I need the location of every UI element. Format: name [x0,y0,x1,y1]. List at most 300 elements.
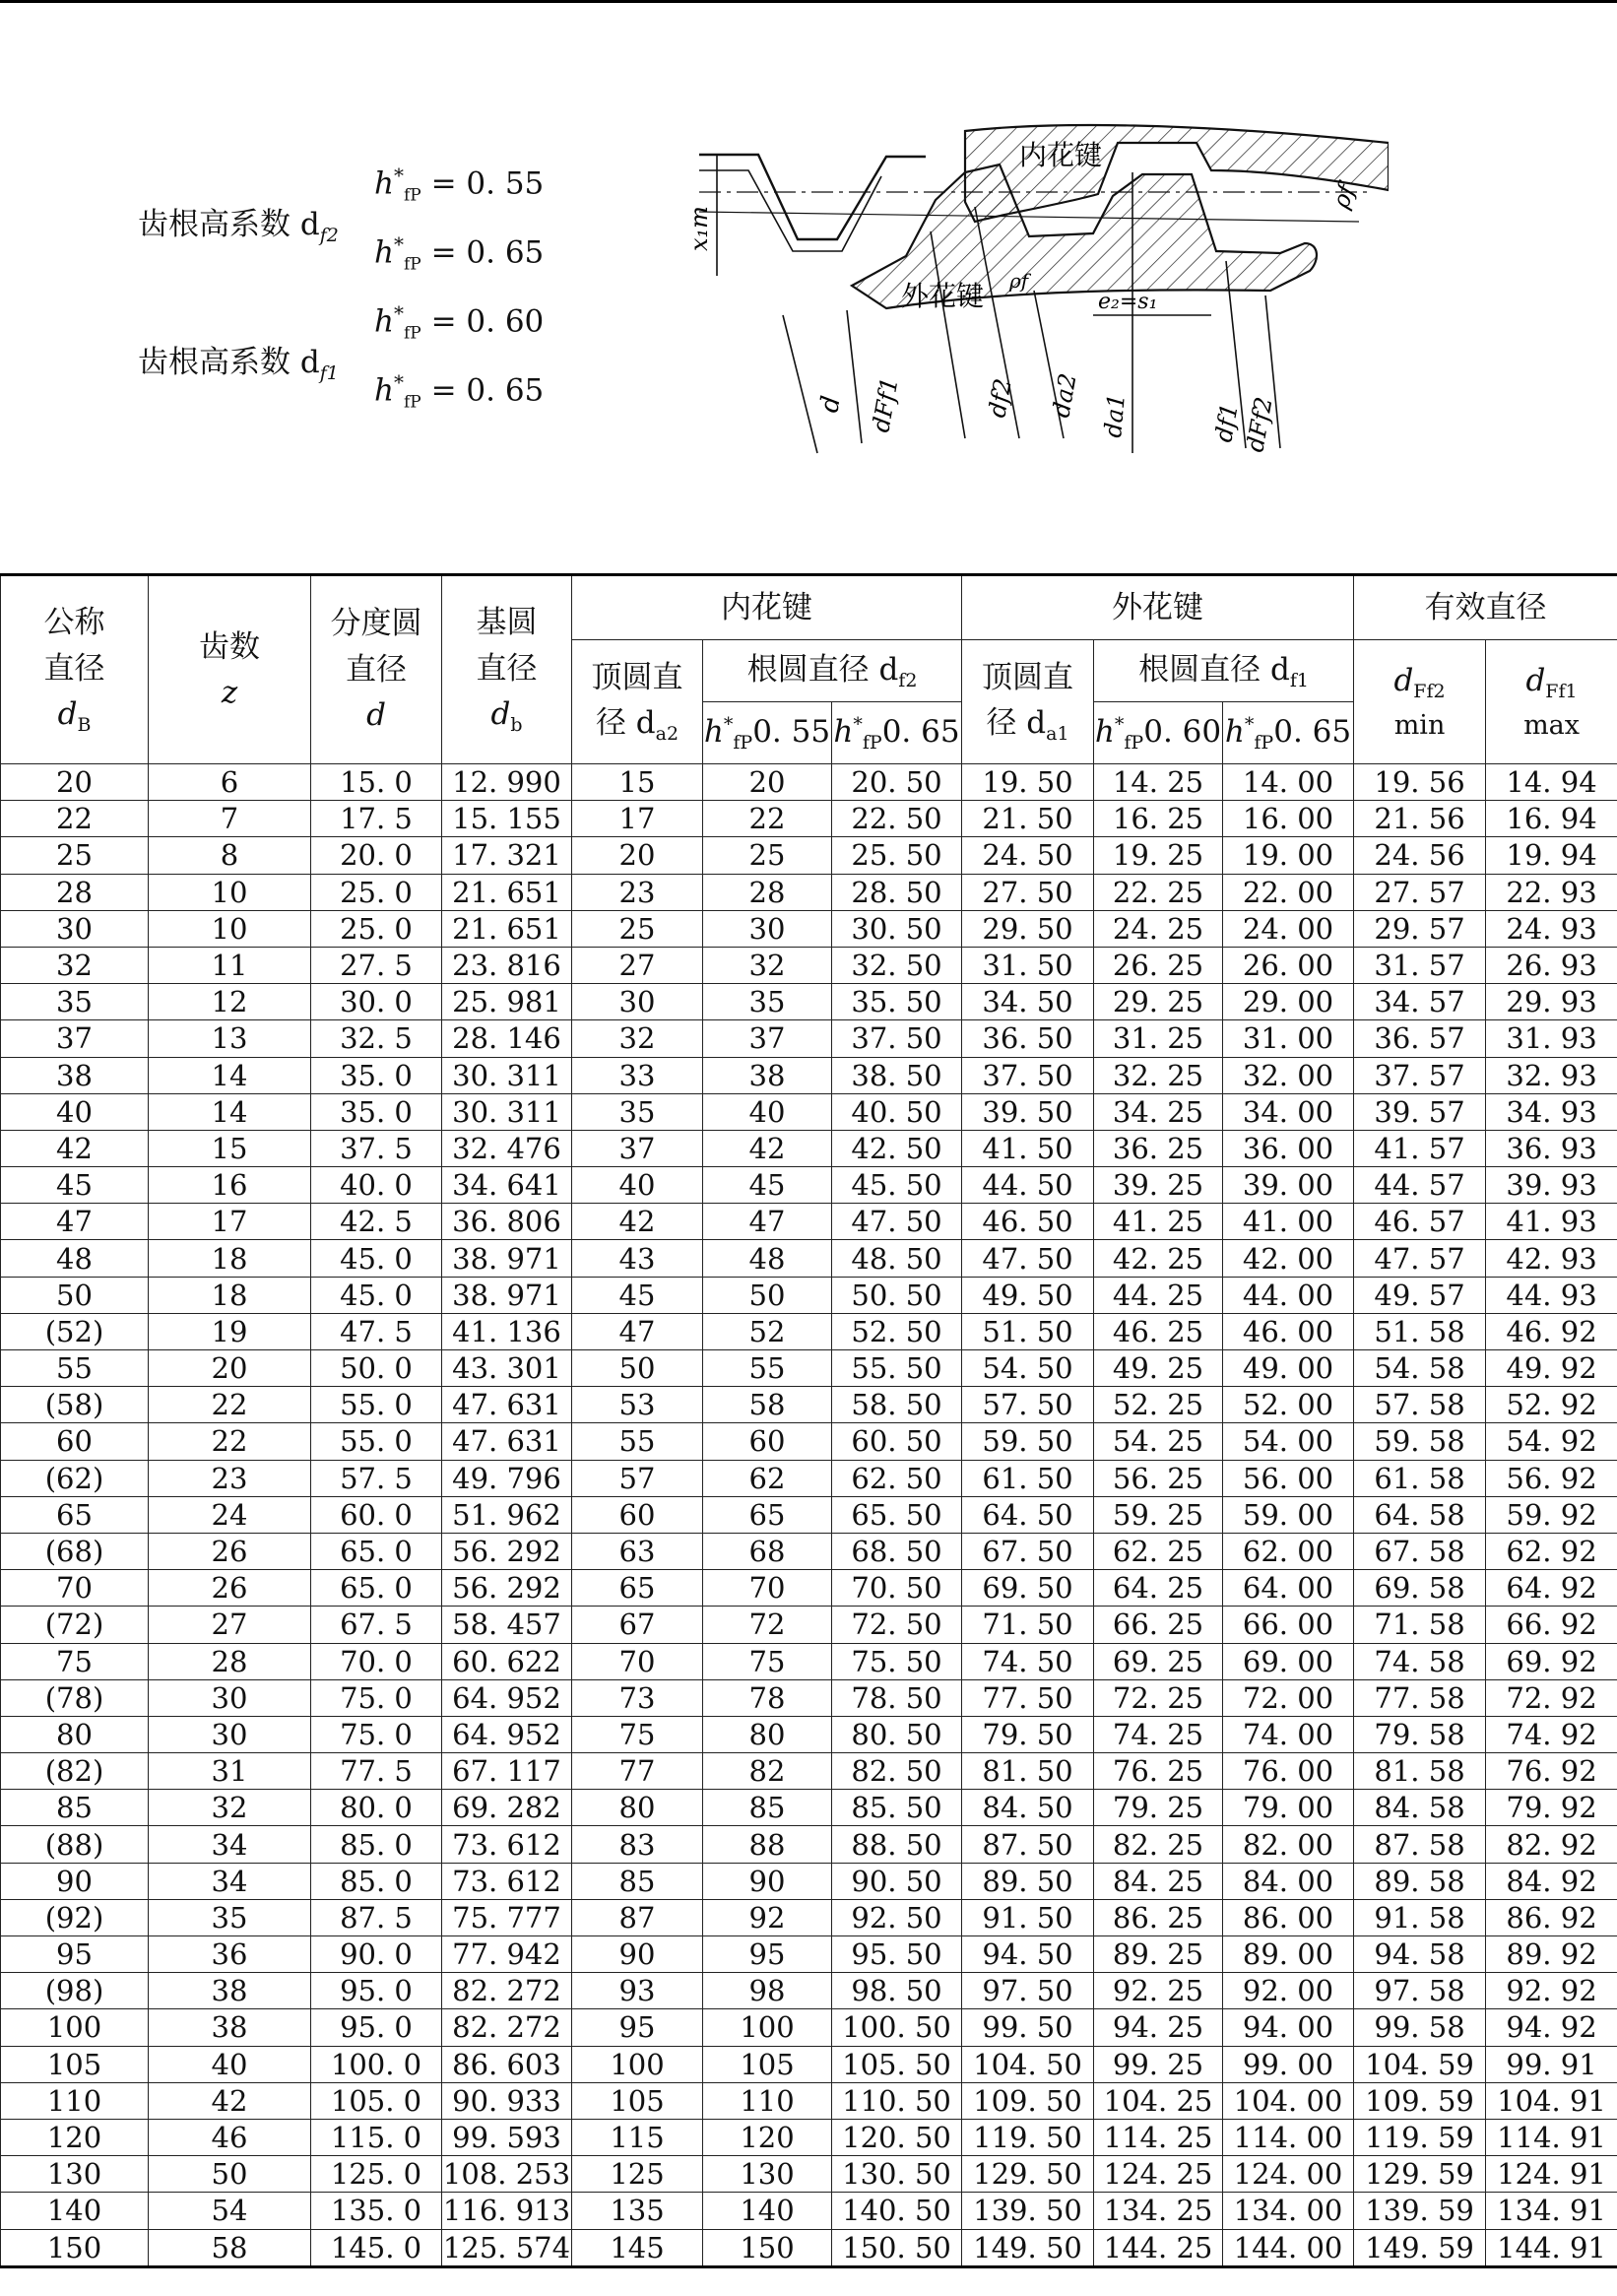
table-row [1,1130,1617,1166]
df1-coef-label: 齿根高系数 $d_{f1}$ [138,345,339,385]
table-cell: 135 [572,2193,703,2229]
table-cell: 47. 50 [832,1204,962,1240]
table-cell: 18 [149,1277,311,1313]
table-row [1,1204,1617,1240]
table-cell: 60. 622 [442,1643,572,1679]
table-cell: 24. 93 [1486,910,1617,947]
table-cell: 10 [149,910,311,947]
label-external-spline: 外花键 [901,280,985,312]
table-cell: 75. 0 [311,1679,442,1716]
table-cell: 37. 50 [832,1020,962,1057]
table-row [1,2229,1617,2266]
table-cell: 51. 58 [1354,1313,1486,1349]
table-cell: 145 [572,2229,703,2266]
table-cell: 82. 92 [1486,1826,1617,1863]
table-cell: 40 [1,1093,149,1130]
table-cell: 40. 50 [832,1093,962,1130]
table-cell: 32 [572,1020,703,1057]
table-cell: 86. 92 [1486,1899,1617,1935]
table-cell: 15. 0 [311,764,442,801]
table-cell: 58 [149,2229,311,2266]
table-cell: 47. 50 [962,1240,1094,1277]
external-tooth-outline [699,155,926,239]
table-cell: 41. 25 [1094,1204,1223,1240]
table-cell: (78) [1,1679,149,1716]
table-cell: 104. 50 [962,2046,1094,2082]
table-cell: 25 [703,837,832,874]
table-cell: 91. 50 [962,1899,1094,1935]
table-cell: 56. 25 [1094,1460,1223,1496]
table-cell: 17. 5 [311,801,442,837]
table-cell: 98 [703,1973,832,2009]
table-cell: 109. 50 [962,2082,1094,2119]
table-cell: 57 [572,1460,703,1496]
table-cell: 34. 00 [1223,1093,1354,1130]
table-cell: 42. 00 [1223,1240,1354,1277]
table-cell: 30 [149,1716,311,1752]
table-cell: 51. 962 [442,1496,572,1533]
table-cell: 89. 00 [1223,1936,1354,1973]
table-cell: 26. 00 [1223,947,1354,983]
table-cell: 19. 25 [1094,837,1223,874]
table-cell: 27. 50 [962,874,1094,910]
table-cell: 77. 50 [962,1679,1094,1716]
table-cell: 72. 50 [832,1607,962,1643]
table-cell: 20. 0 [311,837,442,874]
table-cell: 45. 50 [832,1167,962,1204]
table-cell: 69. 58 [1354,1570,1486,1607]
table-cell: 129. 59 [1354,2156,1486,2193]
table-cell: 95 [703,1936,832,1973]
table-cell: 32 [703,947,832,983]
table-cell: 42. 25 [1094,1240,1223,1277]
table-cell: 119. 59 [1354,2119,1486,2155]
table-cell: 94. 00 [1223,2009,1354,2046]
table-cell: 57. 58 [1354,1387,1486,1423]
table-cell: 88 [703,1826,832,1863]
table-row [1,837,1617,874]
table-cell: 28 [703,874,832,910]
table-row [1,1496,1617,1533]
table-row [1,2082,1617,2119]
table-row [1,1607,1617,1643]
table-cell: 16. 94 [1486,801,1617,837]
col-teeth: 齿数 z [149,575,311,764]
table-cell: 55. 0 [311,1387,442,1423]
table-cell: 32. 00 [1223,1057,1354,1093]
table-cell: 32. 5 [311,1020,442,1057]
table-cell: 88. 50 [832,1826,962,1863]
table-cell: 41. 50 [962,1130,1094,1166]
table-cell: 67 [572,1607,703,1643]
table-cell: 44. 50 [962,1167,1094,1204]
table-cell: 95. 50 [832,1936,962,1973]
table-cell: 130 [1,2156,149,2193]
table-cell: 90 [572,1936,703,1973]
table-cell: 16 [149,1167,311,1204]
table-cell: 84. 25 [1094,1863,1223,1899]
table-cell: 32 [149,1790,311,1826]
table-cell: 60 [703,1423,832,1460]
table-cell: 49. 57 [1354,1277,1486,1313]
table-cell: 50 [149,2156,311,2193]
table-row [1,984,1617,1020]
table-cell: 21. 651 [442,874,572,910]
table-cell: 39. 57 [1354,1093,1486,1130]
table-cell: 31. 25 [1094,1020,1223,1057]
table-cell: 14. 00 [1223,764,1354,801]
table-row [1,1716,1617,1752]
table-cell: 28. 146 [442,1020,572,1057]
table-cell: 32 [1,947,149,983]
table-cell: 38 [149,2009,311,2046]
table-cell: 35. 0 [311,1057,442,1093]
label-x1m: x₁m [685,206,713,251]
table-cell: 69. 282 [442,1790,572,1826]
table-cell: 140 [703,2193,832,2229]
table-cell: 45 [703,1167,832,1204]
table-cell: 84. 92 [1486,1863,1617,1899]
table-cell: 67. 58 [1354,1533,1486,1569]
table-cell: 56. 292 [442,1570,572,1607]
table-cell: 110 [703,2082,832,2119]
table-cell: 74. 00 [1223,1716,1354,1752]
table-cell: 60. 50 [832,1423,962,1460]
table-cell: 85 [572,1863,703,1899]
table-cell: 42 [1,1130,149,1166]
table-cell: 54. 92 [1486,1423,1617,1460]
table-cell: 31. 57 [1354,947,1486,983]
table-cell: 50 [1,1277,149,1313]
table-cell: 43 [572,1240,703,1277]
table-cell: 46 [149,2119,311,2155]
table-cell: 86. 00 [1223,1899,1354,1935]
table-cell: 32. 25 [1094,1057,1223,1093]
table-cell: 62. 92 [1486,1533,1617,1569]
table-cell: 134. 25 [1094,2193,1223,2229]
table-cell: 24. 25 [1094,910,1223,947]
table-cell: (88) [1,1826,149,1863]
table-cell: 38 [1,1057,149,1093]
table-cell: 26 [149,1570,311,1607]
table-cell: 86. 603 [442,2046,572,2082]
table-cell: 120. 50 [832,2119,962,2155]
label-df2: df2 [983,376,1017,421]
table-cell: 12 [149,984,311,1020]
table-cell: 45. 0 [311,1277,442,1313]
table-cell: 94. 25 [1094,2009,1223,2046]
label-e2-s1: e₂=s₁ [1098,290,1158,314]
table-cell: 13 [149,1020,311,1057]
table-cell: 83 [572,1826,703,1863]
table-cell: 97. 58 [1354,1973,1486,2009]
label-rho-internal: ρf [1326,180,1361,213]
table-cell: 89. 25 [1094,1936,1223,1973]
table-cell: 27 [572,947,703,983]
table-cell: 129. 50 [962,2156,1094,2193]
table-cell: 64. 952 [442,1679,572,1716]
table-cell: 78 [703,1679,832,1716]
table-cell: 31. 50 [962,947,1094,983]
table-cell: 22. 25 [1094,874,1223,910]
table-row [1,947,1617,983]
table-cell: 97. 50 [962,1973,1094,2009]
table-row [1,2119,1617,2155]
table-cell: 140. 50 [832,2193,962,2229]
table-cell: 134. 00 [1223,2193,1354,2229]
table-cell: 69. 25 [1094,1643,1223,1679]
table-cell: 98. 50 [832,1973,962,2009]
table-cell: 24. 50 [962,837,1094,874]
table-cell: 45 [1,1167,149,1204]
table-row [1,2156,1617,2193]
table-cell: 58. 50 [832,1387,962,1423]
table-row [1,1826,1617,1863]
table-row [1,1533,1617,1569]
table-cell: 31 [149,1753,311,1790]
table-cell: 49. 796 [442,1460,572,1496]
table-cell: 24. 56 [1354,837,1486,874]
table-cell: 135. 0 [311,2193,442,2229]
df2-coef-value-2: $h^*_{fP} = 0$. 65 [374,232,545,275]
table-cell: 17 [149,1204,311,1240]
table-cell: 77. 58 [1354,1679,1486,1716]
table-row [1,1350,1617,1387]
table-cell: 114. 25 [1094,2119,1223,2155]
table-cell: 50. 50 [832,1277,962,1313]
table-cell: 57. 50 [962,1387,1094,1423]
table-cell: 44. 57 [1354,1167,1486,1204]
table-cell: 105 [1,2046,149,2082]
table-row [1,1020,1617,1057]
table-cell: 36. 00 [1223,1130,1354,1166]
table-cell: 29. 57 [1354,910,1486,947]
table-cell: 48 [703,1240,832,1277]
table-cell: 77. 5 [311,1753,442,1790]
table-cell: 22. 50 [832,801,962,837]
col-base-diameter: 基圆 直径 $d_b$ [442,575,572,764]
table-cell: 16. 25 [1094,801,1223,837]
table-cell: 14. 94 [1486,764,1617,801]
table-cell: 32. 476 [442,1130,572,1166]
table-cell: 56. 292 [442,1533,572,1569]
label-internal-spline: 内花键 [1019,139,1103,171]
table-cell: 120 [703,2119,832,2155]
table-cell: 144. 00 [1223,2229,1354,2266]
table-cell: 72. 00 [1223,1679,1354,1716]
table-cell: 20 [149,1350,311,1387]
table-cell: 71. 50 [962,1607,1094,1643]
table-cell: 24. 00 [1223,910,1354,947]
table-cell: 65. 50 [832,1496,962,1533]
table-cell: 55. 50 [832,1350,962,1387]
table-cell: 47 [572,1313,703,1349]
table-cell: 77. 942 [442,1936,572,1973]
table-row [1,1973,1617,2009]
table-cell: 39. 93 [1486,1167,1617,1204]
table-cell: 20 [703,764,832,801]
table-cell: 54. 25 [1094,1423,1223,1460]
label-df1: df1 [1209,401,1244,445]
table-cell: 48. 50 [832,1240,962,1277]
df2-coef-label: 齿根高系数 $d_{f2}$ [138,207,339,247]
table-cell: (62) [1,1460,149,1496]
table-cell: 56. 92 [1486,1460,1617,1496]
table-cell: 66. 92 [1486,1607,1617,1643]
table-cell: 82. 25 [1094,1826,1223,1863]
table-cell: 40 [703,1093,832,1130]
table-cell: 105. 0 [311,2082,442,2119]
table-row [1,1570,1617,1607]
df2-coef-value-1: $h^*_{fP} = 0$. 55 [374,164,545,206]
table-cell: 52. 92 [1486,1387,1617,1423]
table-cell: 125. 574 [442,2229,572,2266]
table-cell: 39. 50 [962,1093,1094,1130]
table-cell: 55 [703,1350,832,1387]
table-cell: 149. 50 [962,2229,1094,2266]
table-cell: 44. 00 [1223,1277,1354,1313]
table-cell: 80 [703,1716,832,1752]
table-cell: 24 [149,1496,311,1533]
label-da2: da2 [1047,370,1082,421]
table-cell: 82. 50 [832,1753,962,1790]
table-cell: 68. 50 [832,1533,962,1569]
table-cell: 59. 50 [962,1423,1094,1460]
table-cell: 104. 59 [1354,2046,1486,2082]
table-cell: 20. 50 [832,764,962,801]
table-cell: 62. 50 [832,1460,962,1496]
table-row [1,1753,1617,1790]
table-cell: 125 [572,2156,703,2193]
table-cell: 75. 50 [832,1643,962,1679]
table-cell: 75 [572,1716,703,1752]
table-cell: 82 [703,1753,832,1790]
table-cell: 11 [149,947,311,983]
table-cell: 80 [572,1790,703,1826]
table-cell: 95 [572,2009,703,2046]
table-cell: 36 [149,1936,311,1973]
table-cell: 19. 56 [1354,764,1486,801]
table-cell: 29. 50 [962,910,1094,947]
table-row [1,1899,1617,1935]
table-cell: 99. 91 [1486,2046,1617,2082]
table-cell: 47. 57 [1354,1240,1486,1277]
table-row [1,1423,1617,1460]
table-cell: 62 [703,1460,832,1496]
table-cell: 90. 933 [442,2082,572,2119]
table-cell: 23. 816 [442,947,572,983]
table-cell: 60 [572,1496,703,1533]
table-cell: 81. 58 [1354,1753,1486,1790]
table-cell: 92. 50 [832,1899,962,1935]
table-cell: 18 [149,1240,311,1277]
table-cell: 84. 58 [1354,1790,1486,1826]
table-row [1,1057,1617,1093]
table-row [1,1167,1617,1204]
table-row [1,1863,1617,1899]
table-cell: 100 [1,2009,149,2046]
col-dFf2-min: $d_{Ff2}$ min [1354,640,1486,764]
table-cell: 90 [703,1863,832,1899]
table-cell: 32. 93 [1486,1057,1617,1093]
table-row [1,1093,1617,1130]
table-cell: 67. 117 [442,1753,572,1790]
df1-coef-value-2: $h^*_{fP} = 0$. 65 [374,370,545,413]
table-cell: 124. 00 [1223,2156,1354,2193]
table-cell: 71. 58 [1354,1607,1486,1643]
table-cell: 139. 59 [1354,2193,1486,2229]
table-cell: 76. 00 [1223,1753,1354,1790]
label-d: d [814,393,847,416]
table-cell: 15 [149,1130,311,1166]
table-cell: 34. 25 [1094,1093,1223,1130]
table-cell: 48 [1,1240,149,1277]
spline-profile-diagram [679,113,1389,468]
table-cell: 17 [572,801,703,837]
table-cell: 144. 91 [1486,2229,1617,2266]
table-cell: 64. 50 [962,1496,1094,1533]
table-cell: 53 [572,1387,703,1423]
table-cell: 38 [149,1973,311,2009]
table-cell: (58) [1,1387,149,1423]
table-cell: 82. 272 [442,2009,572,2046]
table-cell: 94. 92 [1486,2009,1617,2046]
col-external-root-060: $h^*_{fP}0$. 60 [1094,702,1223,764]
spline-dimension-table [0,573,1617,2268]
col-pitch-diameter: 分度圆 直径 d [311,575,442,764]
table-cell: 55. 0 [311,1423,442,1460]
table-cell: 125. 0 [311,2156,442,2193]
table-cell: 64. 00 [1223,1570,1354,1607]
table-cell: 22. 93 [1486,874,1617,910]
table-cell: 38. 50 [832,1057,962,1093]
table-cell: 54. 50 [962,1350,1094,1387]
table-cell: 28 [1,874,149,910]
table-cell: 21. 651 [442,910,572,947]
table-cell: 34 [149,1826,311,1863]
table-cell: 100. 50 [832,2009,962,2046]
table-cell: 21. 56 [1354,801,1486,837]
table-cell: 140 [1,2193,149,2229]
table-cell: 84. 50 [962,1790,1094,1826]
table-cell: 50. 0 [311,1350,442,1387]
table-cell: 42. 5 [311,1204,442,1240]
table-cell: 70 [703,1570,832,1607]
table-cell: 81. 50 [962,1753,1094,1790]
table-cell: 47 [1,1204,149,1240]
table-cell: 90. 50 [832,1863,962,1899]
table-cell: 49. 92 [1486,1350,1617,1387]
table-cell: 30. 311 [442,1057,572,1093]
table-cell: 85 [703,1790,832,1826]
table-cell: 92. 25 [1094,1973,1223,2009]
table-cell: (68) [1,1533,149,1569]
table-cell: 90. 0 [311,1936,442,1973]
table-cell: 114. 91 [1486,2119,1617,2155]
table-cell: 25. 0 [311,910,442,947]
table-cell: 17. 321 [442,837,572,874]
table-cell: 35 [572,1093,703,1130]
table-cell: 20 [1,764,149,801]
table-cell: 45. 0 [311,1240,442,1277]
table-cell: 65. 0 [311,1533,442,1569]
table-cell: 80 [1,1716,149,1752]
table-cell: 46. 92 [1486,1313,1617,1349]
table-cell: 41. 57 [1354,1130,1486,1166]
table-body [1,764,1617,2267]
table-cell: 12. 990 [442,764,572,801]
table-cell: 30 [703,910,832,947]
